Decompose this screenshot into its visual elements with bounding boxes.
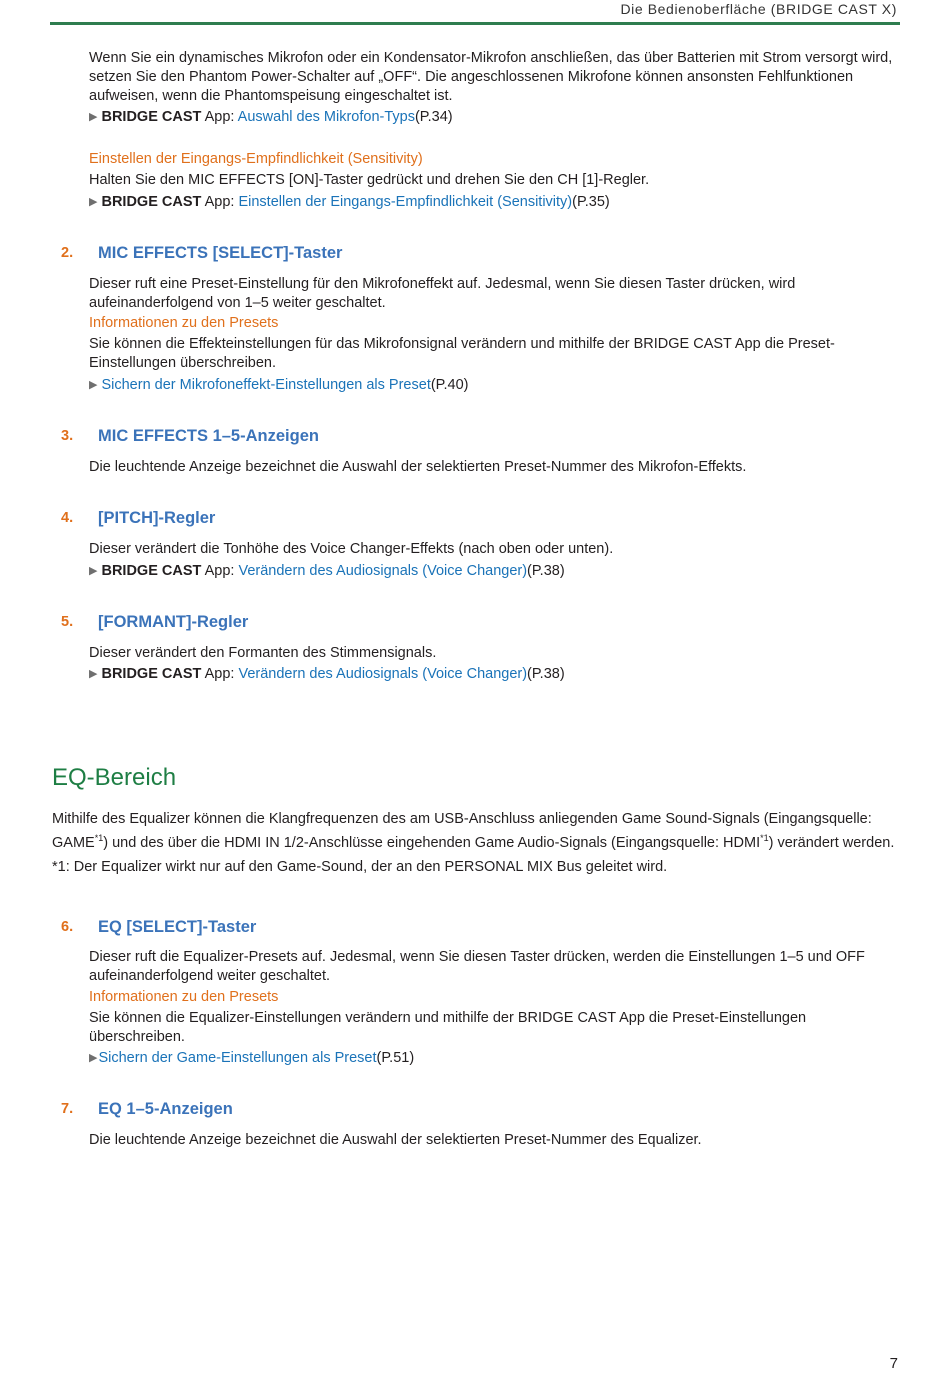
triangle-bullet-icon: ▶: [89, 565, 98, 577]
header-divider: [50, 22, 900, 25]
triangle-bullet-icon: ▶: [89, 111, 98, 123]
link-voice-changer[interactable]: Verändern des Audiosignals (Voice Changer): [238, 563, 528, 579]
reference-line: ▶ BRIDGE CAST App: Auswahl des Mikrofon-Typs(P.34): [89, 109, 453, 125]
reference-line: ▶Sichern der Game-Einstellungen als Preset(P.51): [89, 1050, 415, 1066]
item-number: 4.: [61, 510, 74, 526]
page-header-title: Die Bedienoberfläche (BRIDGE CAST X): [620, 1, 897, 17]
sensitivity-text: Halten Sie den MIC EFFECTS [ON]-Taster gedrückt und drehen Sie den CH [1]-Regler.: [89, 172, 650, 188]
item-heading: [FORMANT]-Regler: [98, 613, 249, 631]
reference-line: ▶ BRIDGE CAST App: Verändern des Audiosignals (Voice Changer)(P.38): [89, 666, 565, 682]
link-save-mic-preset[interactable]: Sichern der Mikrofoneffekt-Einstellungen als Preset: [101, 377, 431, 393]
item-description: Dieser verändert die Tonhöhe des Voice Changer-Effekts (nach oben oder unten).: [89, 541, 614, 557]
sensitivity-subheading: Einstellen der Eingangs-Empfindlichkeit (Sensitivity): [89, 151, 423, 167]
item-heading: MIC EFFECTS 1–5-Anzeigen: [98, 427, 319, 445]
item-heading: MIC EFFECTS [SELECT]-Taster: [98, 244, 343, 262]
phantom-power-note: Wenn Sie ein dynamisches Mikrofon oder ein Kondensator-Mikrofon anschließen, das über Batterien mit Strom versorgt wird, setzen Sie den Phantom Power-Schalter auf „OFF“. Die angeschlossenen Mikrofone können ansonsten Fehlfunktionen aufweisen, wenn die Phantomspeisung eingeschaltet ist.: [89, 50, 893, 104]
triangle-bullet-icon: ▶: [89, 379, 98, 391]
link-mic-type[interactable]: Auswahl des Mikrofon-Typs: [237, 109, 415, 125]
link-sensitivity[interactable]: Einstellen der Eingangs-Empfindlichkeit (Sensitivity): [238, 194, 573, 210]
preset-info-subheading: Informationen zu den Presets: [89, 315, 279, 331]
triangle-bullet-icon: ▶: [89, 1052, 98, 1064]
item-description: Dieser ruft eine Preset-Einstellung für den Mikrofoneffekt auf. Jedesmal, wenn Sie diesen Taster drücken, wird aufeinanderfolgend von 1–5 weiter geschaltet.: [89, 276, 796, 311]
page-number: 7: [889, 1355, 898, 1372]
reference-line: ▶ BRIDGE CAST App: Einstellen der Eingangs-Empfindlichkeit (Sensitivity)(P.35): [89, 194, 610, 210]
item-description: Die leuchtende Anzeige bezeichnet die Auswahl der selektierten Preset-Nummer des Equalizer.: [89, 1132, 702, 1148]
preset-info-text: Sie können die Equalizer-Einstellungen verändern und mithilfe der BRIDGE CAST App die Preset-Einstellungen überschreiben.: [89, 1010, 807, 1045]
item-heading: [PITCH]-Regler: [98, 509, 216, 527]
link-voice-changer[interactable]: Verändern des Audiosignals (Voice Changer): [238, 666, 528, 682]
link-save-game-preset[interactable]: Sichern der Game-Einstellungen als Preset: [98, 1050, 377, 1066]
preset-info-text: Sie können die Effekteinstellungen für das Mikrofonsignal verändern und mithilfe der BRIDGE CAST App die Preset-Einstellungen überschreiben.: [89, 336, 835, 371]
reference-line: ▶ Sichern der Mikrofoneffekt-Einstellungen als Preset(P.40): [89, 377, 469, 393]
item-number: 7.: [61, 1101, 74, 1117]
item-number: 2.: [61, 245, 74, 261]
item-heading: EQ 1–5-Anzeigen: [98, 1100, 233, 1118]
section-title-eq: EQ-Bereich: [52, 764, 177, 791]
triangle-bullet-icon: ▶: [89, 668, 98, 680]
item-number: 5.: [61, 614, 74, 630]
triangle-bullet-icon: ▶: [89, 196, 98, 208]
eq-footnote: *1: Der Equalizer wirkt nur auf den Game-Sound, der an den PERSONAL MIX Bus geleitet wird.: [52, 859, 668, 875]
item-number: 6.: [61, 919, 74, 935]
reference-line: ▶ BRIDGE CAST App: Verändern des Audiosignals (Voice Changer)(P.38): [89, 563, 565, 579]
item-description: Dieser ruft die Equalizer-Presets auf. Jedesmal, wenn Sie diesen Taster drücken, werden die Einstellungen 1–5 und OFF aufeinanderfolgend weiter geschaltet.: [89, 949, 865, 984]
item-description: Dieser verändert den Formanten des Stimmensignals.: [89, 645, 437, 661]
item-heading: EQ [SELECT]-Taster: [98, 918, 257, 936]
eq-intro-paragraph: Mithilfe des Equalizer können die Klangfrequenzen des am USB-Anschluss anliegenden Game Sound-Signals (Eingangsquelle: GAME$^{*1}$) und des über die HDMI IN 1/2-Anschlüsse eingehenden Game Audio-Signals (Eingangsquelle: HDMI$^{*1}$) verändert werden.: [52, 811, 895, 851]
item-description: Die leuchtende Anzeige bezeichnet die Auswahl der selektierten Preset-Nummer des Mikrofon-Effekts.: [89, 459, 747, 475]
preset-info-subheading: Informationen zu den Presets: [89, 989, 279, 1005]
item-number: 3.: [61, 428, 74, 444]
